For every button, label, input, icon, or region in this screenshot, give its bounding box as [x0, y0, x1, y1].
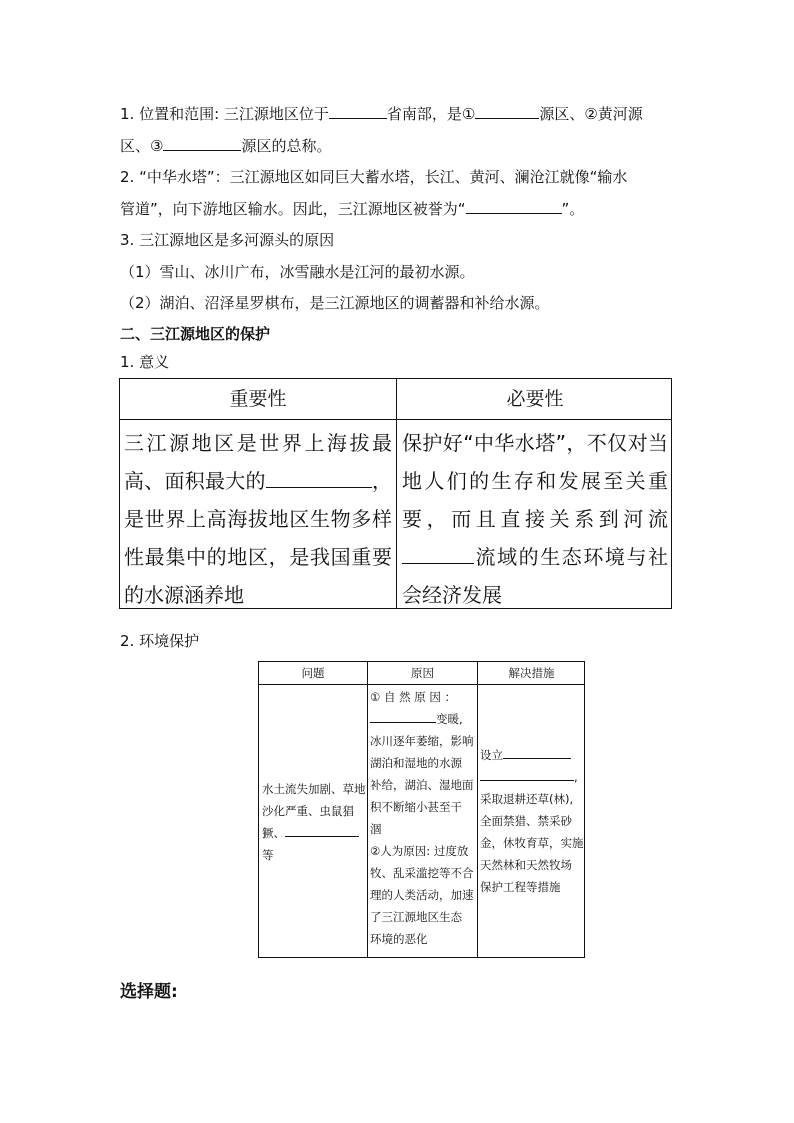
blank-importance [266, 465, 372, 488]
item1-line2 [120, 135, 331, 156]
cause-line-3: 冰川逐年萎缩，影响 [370, 734, 474, 748]
cause-line-8: ②人为原因: 过度放 [370, 844, 469, 858]
table1-vertical-divider [396, 379, 397, 608]
importance-text-a: 三江源地区是世界上海拔最高、面积最大的 [124, 431, 392, 493]
cause-line-9: 牧、乱采滥挖等不合 [370, 866, 474, 880]
importance-text-b: ，是世界上高海拔地区生物多样性最集中的地区，是我国重要的水源涵养地 [124, 469, 392, 607]
blank-problem [285, 824, 359, 837]
item1-text-e: 源区的总称。 [241, 137, 332, 155]
significance-table [119, 378, 672, 609]
item1-text-c: 源区、②黄河源 [539, 105, 643, 123]
necessity-text-b: 流域的生态环境与社会经济发展 [402, 545, 668, 607]
cause-line-1: ① 自 然 原 因 ： [370, 690, 457, 704]
measure-text-1: 设立 [480, 748, 503, 762]
cause-line-12: 环境的恶化 [370, 932, 428, 946]
blank-measure-2 [480, 768, 574, 781]
table1-horizontal-divider [120, 419, 671, 420]
item2-line1 [120, 167, 627, 187]
problem-line-1: 水土流失加剧、草地 [262, 782, 366, 796]
problem-text-3: 獗、 [262, 826, 285, 840]
measure-line-4: 全面禁猎、禁采砂 [480, 814, 572, 828]
measure-line-2 [480, 766, 578, 788]
section2-sub2: 2. 环境保护 [120, 632, 200, 650]
cause-line-4: 湖泊和湿地的水源 [370, 756, 462, 770]
table2-divider-2 [477, 662, 478, 957]
environment-table [258, 661, 585, 958]
blank-river-1 [475, 103, 539, 119]
item2-text-b: 管道”，向下游地区输水。因此，三江源地区被誉为“ [120, 200, 466, 218]
item2-line2 [120, 198, 584, 219]
item2-text-a: 2. “中华水塔”：三江源地区如同巨大蓄水塔，长江、黄河、澜沧江就像“输水 [120, 168, 628, 186]
problem-line-4: 等 [262, 848, 274, 862]
table1-header-importance: 重要性 [229, 388, 287, 410]
item3-heading: 3. 三江源地区是多河源头的原因 [120, 231, 335, 249]
item1-text-b: 省南部，是① [386, 105, 476, 123]
item2-text-c: ”。 [561, 200, 585, 218]
measure-line-5: 金，休牧育草，实施 [480, 836, 584, 850]
table1-cell-necessity [402, 424, 668, 614]
item3-reason-2: （2）湖泊、沼泽星罗棋布，是三江源地区的调蓄器和补给水源。 [120, 294, 550, 312]
table1-cell-importance [124, 424, 392, 614]
blank-province [329, 103, 387, 119]
measure-line-6: 天然林和天然牧场 [480, 858, 572, 872]
measure-line-3: 采取退耕还草(林), [480, 792, 574, 806]
item3-reason-1: （1）雪山、冰川广布，冰雪融水是江河的最初水源。 [120, 263, 475, 281]
table2-header-measure: 解决措施 [508, 666, 555, 680]
cause-line-11: 了三江源地区生态 [370, 910, 462, 924]
blank-measure-1 [503, 746, 571, 759]
blank-necessity [402, 541, 474, 564]
section2-heading: 二、三江源地区的保护 [120, 325, 271, 343]
cause-line-6: 积不断缩小甚至干 [370, 800, 462, 814]
table1-header-necessity: 必要性 [506, 388, 564, 410]
problem-line-2: 沙化严重、虫鼠猖 [262, 804, 354, 818]
cause-line-5: 补给，湖泊、湿地面 [370, 778, 474, 792]
problem-line-3 [262, 822, 359, 844]
blank-cause [370, 710, 436, 723]
cause-line-2 [370, 708, 463, 730]
item1-line1 [120, 103, 643, 124]
item1-text-a: 1. 位置和范围: 三江源地区位于 [120, 105, 329, 123]
cause-text-2: 变暖, [436, 712, 463, 726]
blank-nickname [466, 198, 562, 214]
blank-river-3 [163, 135, 241, 151]
table2-header-divider [259, 684, 584, 685]
table2-header-problem: 问题 [301, 666, 325, 680]
necessity-text-a: 保护好“中华水塔”，不仅对当地人们的生存和发展至关重要，而且直接关系到河流 [402, 431, 668, 531]
table2-header-cause: 原因 [411, 666, 434, 680]
section2-sub1: 1. 意义 [120, 353, 170, 371]
measure-line-7: 保护工程等措施 [480, 880, 561, 894]
measure-text-2: , [574, 770, 578, 784]
item1-text-d: 区、③ [120, 137, 164, 155]
table2-divider-1 [367, 662, 368, 957]
choice-heading: 选择题: [120, 982, 178, 1002]
measure-line-1 [480, 744, 571, 766]
cause-line-10: 理的人类活动，加速 [370, 888, 474, 902]
cause-line-7: 涸 [370, 822, 382, 836]
